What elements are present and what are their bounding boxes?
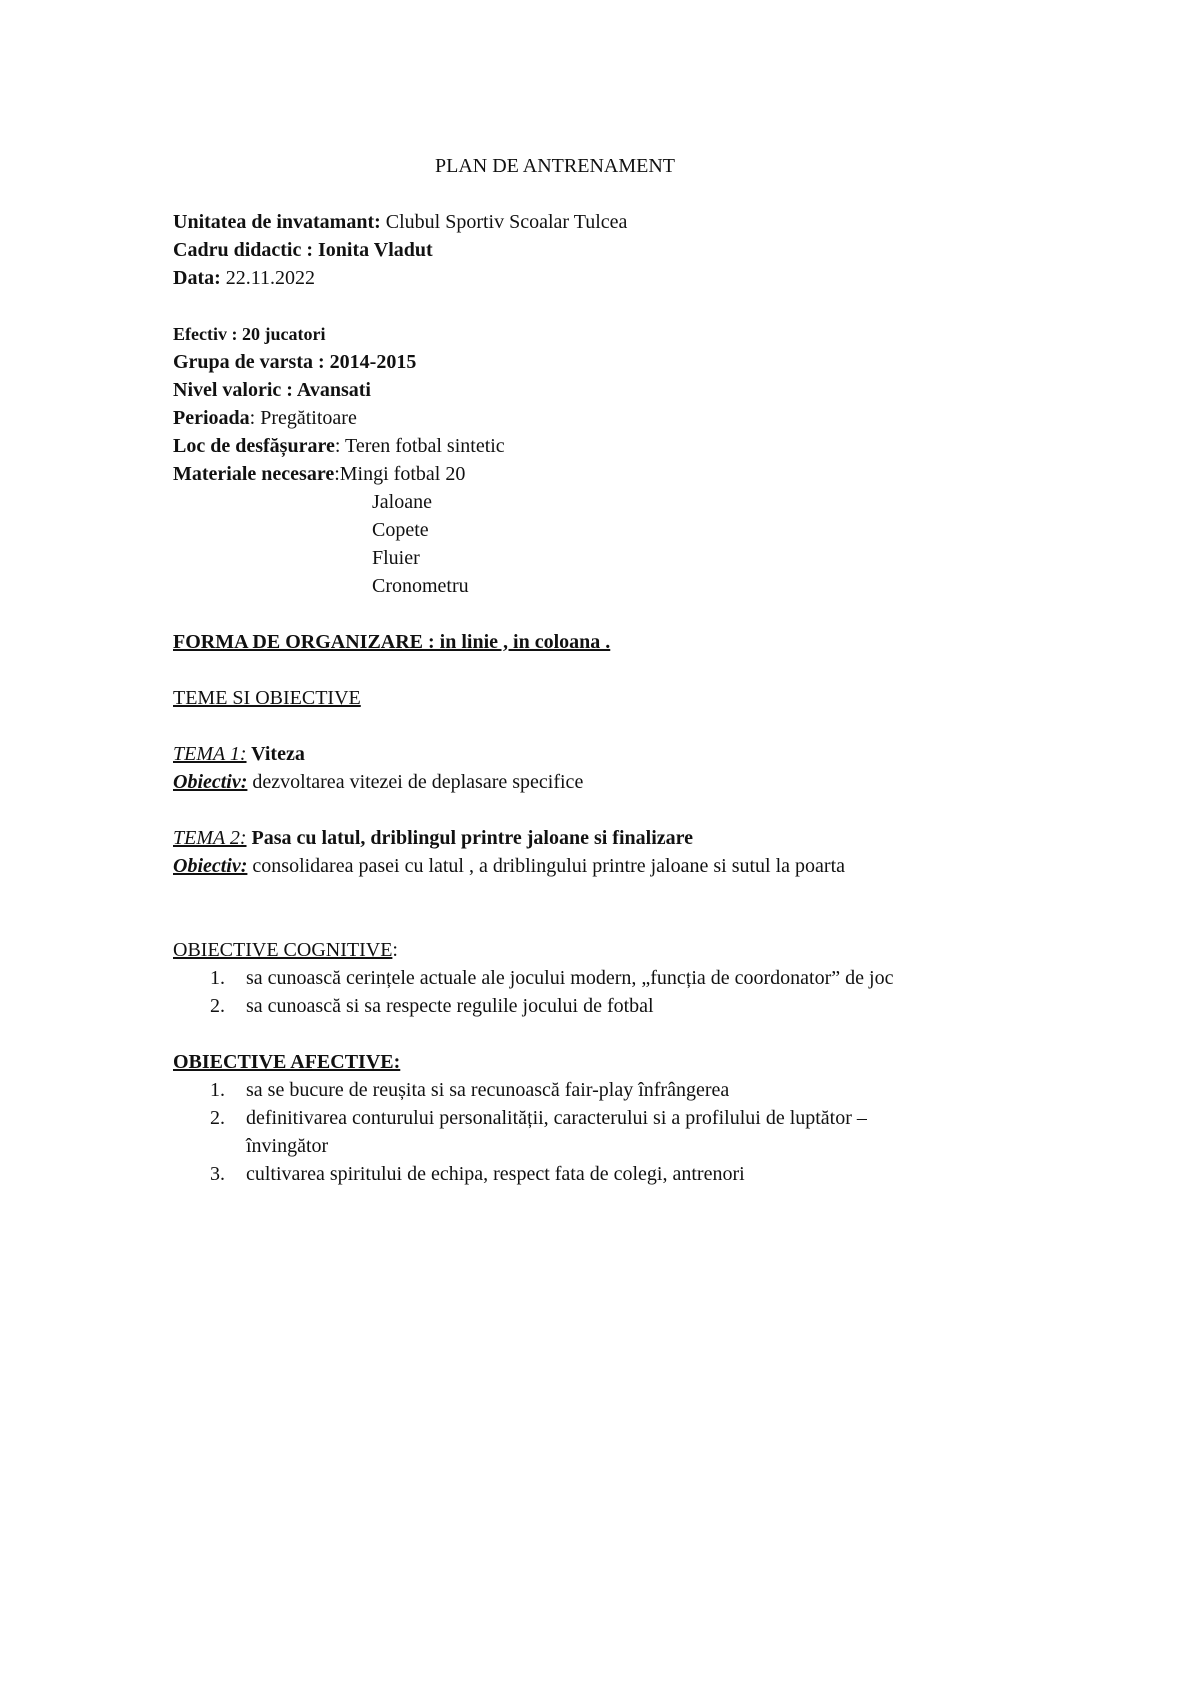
cognitive-colon: : [392,939,398,961]
efectiv-row: Efectiv : 20 jucatori [173,324,326,344]
list-item: sa cunoască cerințele actuale ale jocului modern, „funcția de coordonator” de joc [246,967,894,989]
unit-label: Unitatea de invatamant: [173,211,381,233]
tema2-obj-row [173,852,845,880]
materiale-label: Materiale necesare [173,463,335,485]
loc-label: Loc de desfășurare [173,435,335,457]
list-item: definitivarea conturului personalității, caracterului si a profilului de luptător – [246,1107,867,1129]
loc-value: : Teren fotbal sintetic [334,435,505,457]
tema2-label: TEMA 2: [173,827,247,849]
tema1-obj-label: Obiectiv: [173,771,248,793]
tema1-row [173,740,305,768]
list-number: 3. [210,1163,225,1185]
perioada-value: : Pregătitoare [249,407,357,429]
materiale-item: Copete [372,519,429,541]
tema1-title: Viteza [246,743,305,765]
cognitive-heading: OBIECTIVE COGNITIVE [173,939,393,961]
list-item: cultivarea spiritului de echipa, respect fata de colegi, antrenori [246,1163,745,1185]
materiale-item: Cronometru [372,575,469,597]
tema1-obj-row [173,768,583,796]
cognitive-heading-row [173,936,398,964]
unit-row [173,208,627,236]
nivel-row: Nivel valoric : Avansati [173,379,371,401]
perioada-row [173,404,357,432]
loc-row [173,432,505,460]
perioada-label: Perioada [173,407,250,429]
list-item-continuation: învingător [246,1135,329,1157]
page-title: PLAN DE ANTRENAMENT [435,155,675,177]
unit-value: Clubul Sportiv Scoalar Tulcea [385,211,628,233]
materiale-row [173,460,465,488]
tema1-label: TEMA 1: [173,743,247,765]
list-number: 1. [210,967,225,989]
tema2-row [173,824,693,852]
tema2-obj-label: Obiectiv: [173,855,248,877]
list-item: sa cunoască si sa respecte regulile jocului de fotbal [246,995,654,1017]
list-number: 2. [210,1107,225,1129]
date-value: 22.11.2022 [225,267,316,289]
materiale-item: Jaloane [372,491,432,513]
teme-heading: TEME SI OBIECTIVE [173,687,361,709]
teacher-row: Cadru didactic : Ionita Vladut [173,239,433,261]
grupa-row: Grupa de varsta : 2014-2015 [173,351,417,373]
date-label: Data: [173,267,221,289]
tema2-obj-text: consolidarea pasei cu latul , a driblingului printre jaloane si sutul la poarta [247,855,846,877]
materiale-item: Fluier [372,547,420,569]
list-item: sa se bucure de reușita si sa recunoască fair-play înfrângerea [246,1079,730,1101]
afective-heading: OBIECTIVE AFECTIVE: [173,1051,401,1073]
list-number: 1. [210,1079,225,1101]
list-number: 2. [210,995,225,1017]
forma-organizare: FORMA DE ORGANIZARE : in linie , in coloana . [173,631,611,653]
materiale-first: :Mingi fotbal 20 [334,463,466,485]
date-row [173,264,315,292]
tema2-title: Pasa cu latul, driblingul printre jaloane si finalizare [246,827,694,849]
tema1-obj-text: dezvoltarea vitezei de deplasare specifice [247,771,584,793]
